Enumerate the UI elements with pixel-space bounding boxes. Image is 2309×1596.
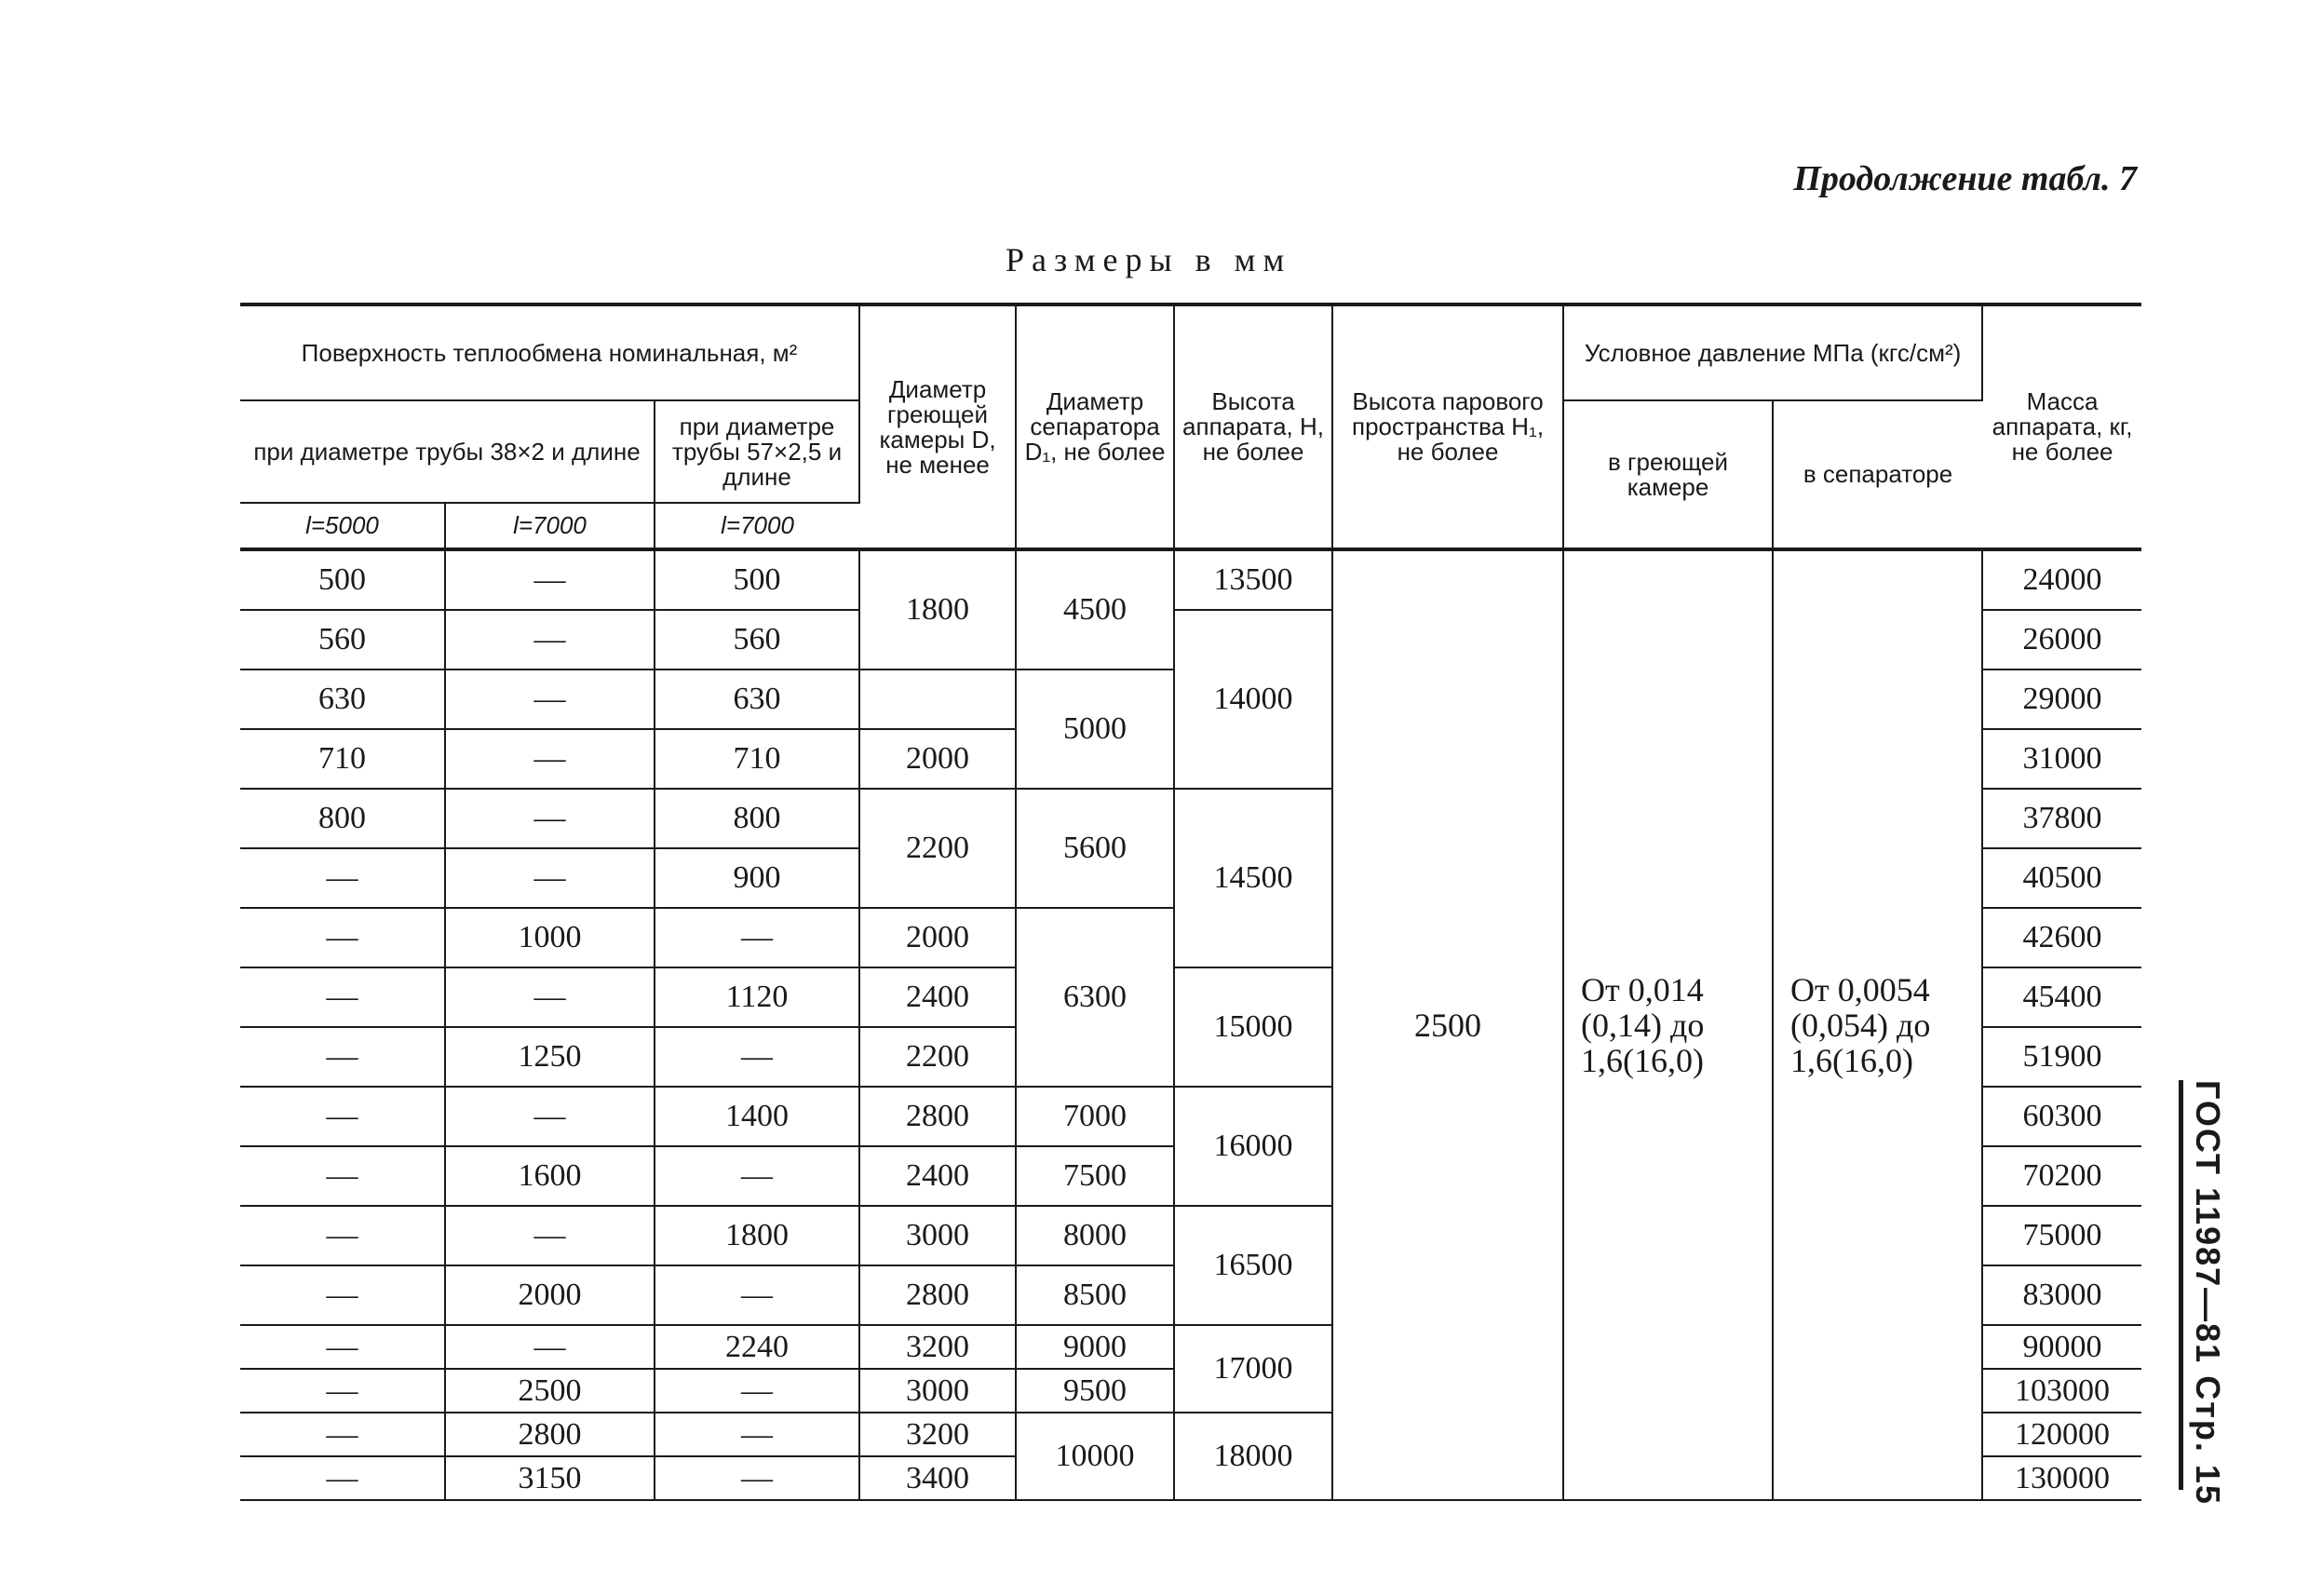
separator-diameter-cell: 8000 bbox=[1016, 1206, 1174, 1265]
mass-cell: 60300 bbox=[1982, 1087, 2141, 1146]
header-l5000: l=5000 bbox=[240, 503, 445, 549]
mass-cell: 29000 bbox=[1982, 670, 2141, 729]
heating-diameter-cell: 1800 bbox=[859, 549, 1016, 670]
surface-cell: — bbox=[445, 1325, 655, 1369]
height-cell: 16500 bbox=[1174, 1206, 1332, 1325]
table-continuation-caption: Продолжение табл. 7 bbox=[1793, 159, 2137, 198]
pressure-heating-cell: От 0,014 (0,14) до 1,6(16,0) bbox=[1563, 549, 1773, 1500]
surface-cell: — bbox=[240, 1206, 445, 1265]
separator-diameter-cell: 9500 bbox=[1016, 1369, 1174, 1413]
mass-cell: 130000 bbox=[1982, 1456, 2141, 1500]
surface-cell: — bbox=[240, 1413, 445, 1456]
surface-cell: 2500 bbox=[445, 1369, 655, 1413]
surface-cell: — bbox=[240, 1087, 445, 1146]
surface-cell: 500 bbox=[655, 549, 859, 610]
side-rule bbox=[2179, 1080, 2183, 1490]
separator-diameter-cell: 7000 bbox=[1016, 1087, 1174, 1146]
surface-cell: — bbox=[655, 1413, 859, 1456]
heating-diameter-cell: 3400 bbox=[859, 1456, 1016, 1500]
heating-diameter-cell: 2200 bbox=[859, 1027, 1016, 1087]
surface-cell: — bbox=[655, 1456, 859, 1500]
header-separator-diameter: Диаметр сепаратора D₁, не более bbox=[1016, 304, 1174, 549]
mass-cell: 40500 bbox=[1982, 848, 2141, 908]
surface-cell: 2800 bbox=[445, 1413, 655, 1456]
mass-cell: 45400 bbox=[1982, 967, 2141, 1027]
heating-diameter-cell: 2000 bbox=[859, 729, 1016, 789]
header-surface-group: Поверхность теплообмена номинальная, м² bbox=[240, 304, 859, 400]
surface-cell: — bbox=[655, 1146, 859, 1206]
header-pipe-38: при диаметре трубы 38×2 и длине bbox=[240, 400, 655, 503]
height-cell: 14500 bbox=[1174, 789, 1332, 967]
surface-cell: 1600 bbox=[445, 1146, 655, 1206]
surface-cell: — bbox=[445, 789, 655, 848]
header-vapor-height: Высота парового пространства H₁, не более bbox=[1332, 304, 1563, 549]
height-cell: 16000 bbox=[1174, 1087, 1332, 1206]
header-in-heating: в греющей камере bbox=[1563, 400, 1773, 549]
surface-cell: — bbox=[240, 1325, 445, 1369]
mass-cell: 26000 bbox=[1982, 610, 2141, 670]
mass-cell: 83000 bbox=[1982, 1265, 2141, 1325]
heating-diameter-cell: 2800 bbox=[859, 1087, 1016, 1146]
surface-cell: — bbox=[445, 1206, 655, 1265]
mass-cell: 70200 bbox=[1982, 1146, 2141, 1206]
pressure-separator-cell: От 0,0054 (0,054) до 1,6(16,0) bbox=[1773, 549, 1982, 1500]
height-cell: 17000 bbox=[1174, 1325, 1332, 1413]
spec-table bbox=[240, 303, 2141, 1501]
mass-cell: 42600 bbox=[1982, 908, 2141, 967]
mass-cell: 24000 bbox=[1982, 549, 2141, 610]
heating-diameter-cell: 3200 bbox=[859, 1325, 1016, 1369]
surface-cell: 1250 bbox=[445, 1027, 655, 1087]
separator-diameter-cell: 4500 bbox=[1016, 549, 1174, 670]
heating-diameter-cell: 3000 bbox=[859, 1206, 1016, 1265]
separator-diameter-cell: 5600 bbox=[1016, 789, 1174, 908]
heating-diameter-cell bbox=[859, 670, 1016, 729]
header-pipe-57: при диаметре трубы 57×2,5 и длине bbox=[655, 400, 859, 503]
surface-cell: 2000 bbox=[445, 1265, 655, 1325]
surface-cell: — bbox=[240, 1146, 445, 1206]
surface-cell: — bbox=[240, 1027, 445, 1087]
surface-cell: — bbox=[445, 549, 655, 610]
separator-diameter-cell: 5000 bbox=[1016, 670, 1174, 789]
surface-cell: — bbox=[240, 908, 445, 967]
mass-cell: 120000 bbox=[1982, 1413, 2141, 1456]
surface-cell: 1000 bbox=[445, 908, 655, 967]
surface-cell: 560 bbox=[655, 610, 859, 670]
surface-cell: 710 bbox=[655, 729, 859, 789]
surface-cell: — bbox=[240, 1369, 445, 1413]
mass-cell: 103000 bbox=[1982, 1369, 2141, 1413]
height-cell: 14000 bbox=[1174, 610, 1332, 789]
header-in-separator: в сепараторе bbox=[1773, 400, 1982, 549]
units-caption: Размеры в мм bbox=[1006, 241, 1292, 278]
header-l7000-a: l=7000 bbox=[445, 503, 655, 549]
side-label-text: ГОСТ 11987—81 Стр. 15 bbox=[2189, 1080, 2227, 1506]
heating-diameter-cell: 2800 bbox=[859, 1265, 1016, 1325]
surface-cell: — bbox=[655, 1369, 859, 1413]
surface-cell: — bbox=[445, 1087, 655, 1146]
surface-cell: 500 bbox=[240, 549, 445, 610]
surface-cell: — bbox=[445, 670, 655, 729]
separator-diameter-cell: 6300 bbox=[1016, 908, 1174, 1087]
height-cell: 15000 bbox=[1174, 967, 1332, 1087]
surface-cell: — bbox=[655, 1027, 859, 1087]
surface-cell: 560 bbox=[240, 610, 445, 670]
surface-cell: — bbox=[445, 848, 655, 908]
surface-cell: — bbox=[445, 967, 655, 1027]
surface-cell: — bbox=[655, 908, 859, 967]
mass-cell: 31000 bbox=[1982, 729, 2141, 789]
surface-cell: 1800 bbox=[655, 1206, 859, 1265]
surface-cell: 710 bbox=[240, 729, 445, 789]
separator-diameter-cell: 8500 bbox=[1016, 1265, 1174, 1325]
surface-cell: 2240 bbox=[655, 1325, 859, 1369]
surface-cell: 900 bbox=[655, 848, 859, 908]
heating-diameter-cell: 3000 bbox=[859, 1369, 1016, 1413]
height-cell: 18000 bbox=[1174, 1413, 1332, 1500]
mass-cell: 90000 bbox=[1982, 1325, 2141, 1369]
vapor-height-cell: 2500 bbox=[1332, 549, 1563, 1500]
surface-cell: — bbox=[655, 1265, 859, 1325]
surface-cell: — bbox=[240, 1456, 445, 1500]
mass-cell: 51900 bbox=[1982, 1027, 2141, 1087]
separator-diameter-cell: 9000 bbox=[1016, 1325, 1174, 1369]
heating-diameter-cell: 2400 bbox=[859, 1146, 1016, 1206]
header-heating-diameter: Диаметр греющей камеры D, не менее bbox=[859, 304, 1016, 549]
surface-cell: 3150 bbox=[445, 1456, 655, 1500]
header-mass: Масса аппарата, кг, не более bbox=[1982, 304, 2141, 549]
height-cell: 13500 bbox=[1174, 549, 1332, 610]
mass-cell: 75000 bbox=[1982, 1206, 2141, 1265]
surface-cell: — bbox=[240, 848, 445, 908]
separator-diameter-cell: 10000 bbox=[1016, 1413, 1174, 1500]
surface-cell: 800 bbox=[655, 789, 859, 848]
heating-diameter-cell: 3200 bbox=[859, 1413, 1016, 1456]
surface-cell: 630 bbox=[240, 670, 445, 729]
surface-cell: 1120 bbox=[655, 967, 859, 1027]
header-pressure-group: Условное давление МПа (кгс/см²) bbox=[1563, 304, 1982, 400]
separator-diameter-cell: 7500 bbox=[1016, 1146, 1174, 1206]
surface-cell: — bbox=[240, 967, 445, 1027]
surface-cell: 630 bbox=[655, 670, 859, 729]
mass-cell: 37800 bbox=[1982, 789, 2141, 848]
heating-diameter-cell: 2400 bbox=[859, 967, 1016, 1027]
surface-cell: 800 bbox=[240, 789, 445, 848]
surface-cell: — bbox=[445, 610, 655, 670]
header-l7000-b: l=7000 bbox=[655, 503, 859, 549]
gost-side-label bbox=[2179, 1080, 2227, 1506]
surface-cell: — bbox=[240, 1265, 445, 1325]
surface-cell: 1400 bbox=[655, 1087, 859, 1146]
surface-cell: — bbox=[445, 729, 655, 789]
heating-diameter-cell: 2000 bbox=[859, 908, 1016, 967]
heating-diameter-cell: 2200 bbox=[859, 789, 1016, 908]
header-height: Высота аппарата, H, не более bbox=[1174, 304, 1332, 549]
